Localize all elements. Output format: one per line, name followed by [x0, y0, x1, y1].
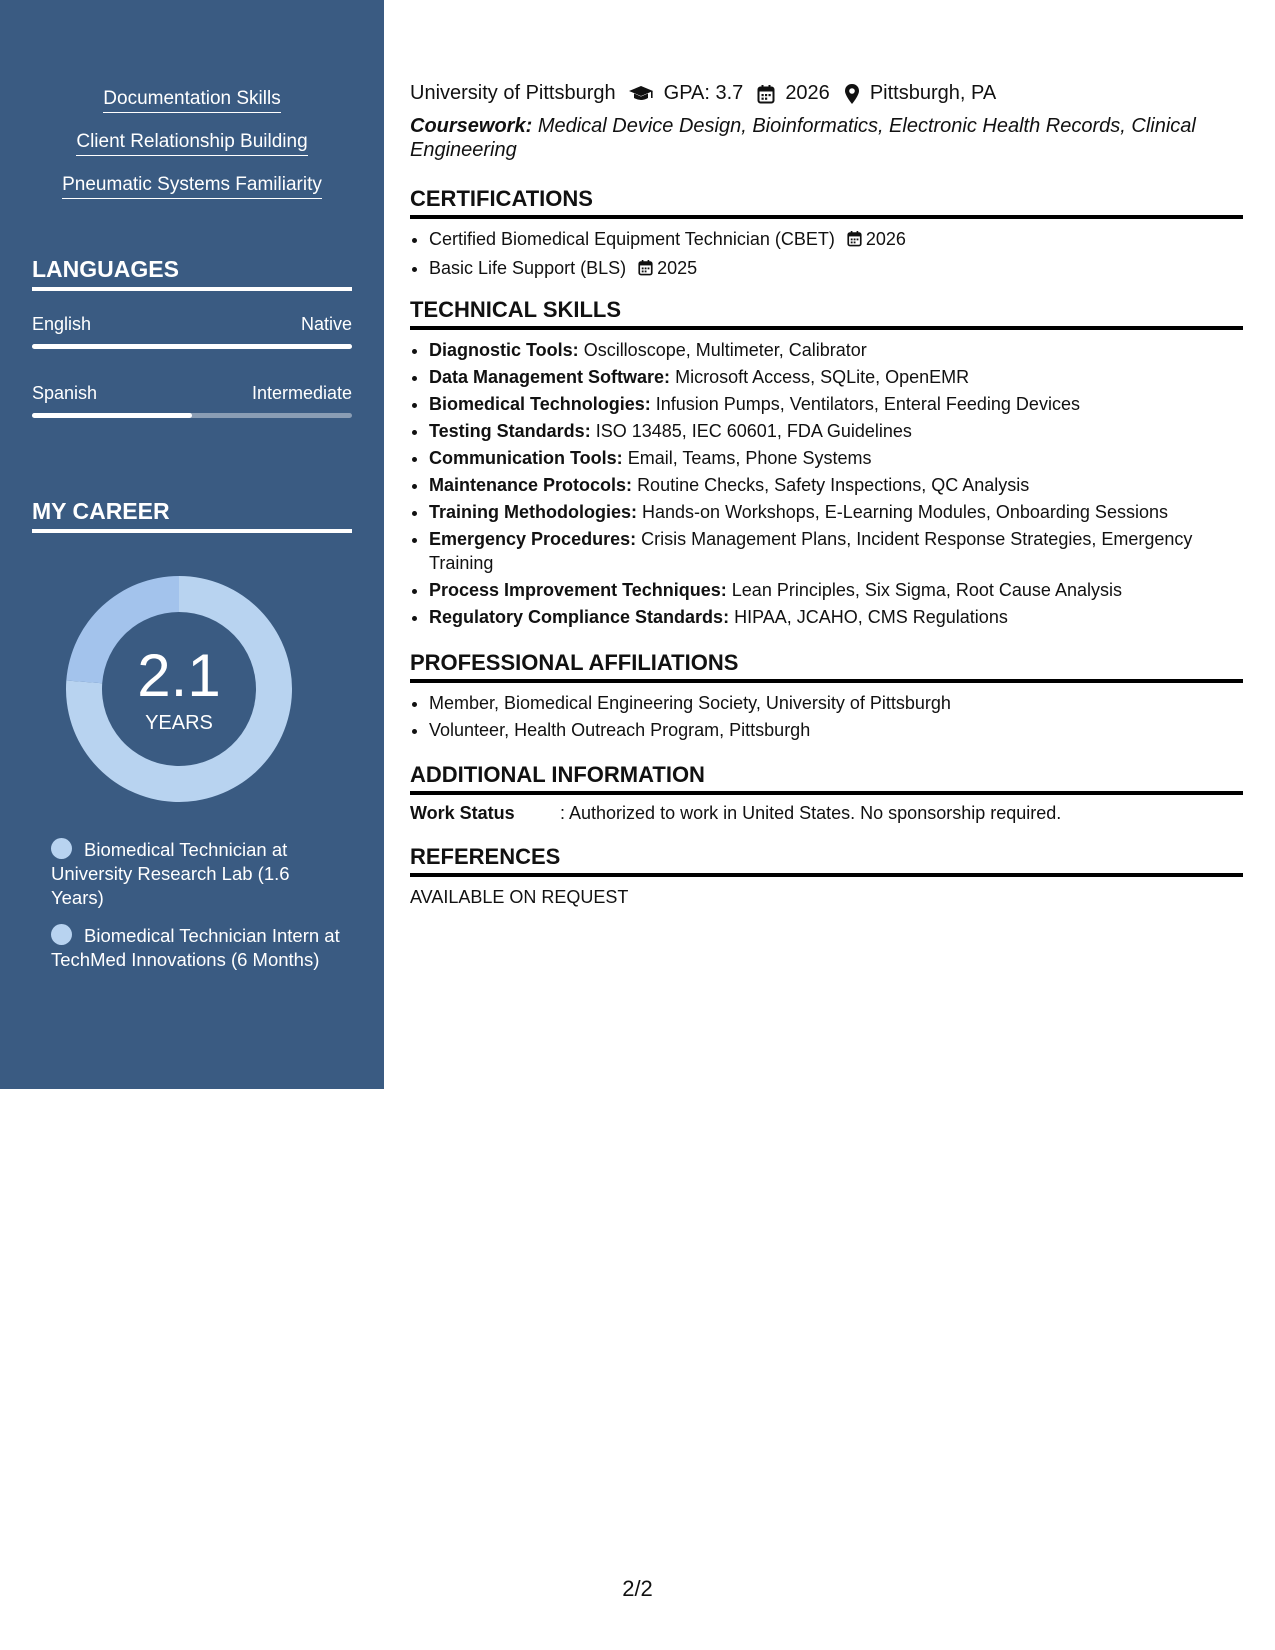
skill-values: Email, Teams, Phone Systems [627, 448, 872, 468]
coursework [410, 114, 1243, 162]
certification-year: 2026 [865, 229, 906, 249]
technical-skills-heading: TECHNICAL SKILLS [410, 297, 1243, 330]
career-total-value: 2.1 [137, 642, 221, 709]
skill-values: HIPAA, JCAHO, CMS Regulations [734, 607, 1008, 627]
career-item-label: Biomedical Technician Intern at TechMed Innovations (6 Months) [51, 925, 340, 970]
page-number: 2/2 [622, 1576, 653, 1601]
language-row-english [32, 314, 352, 335]
certifications-heading: CERTIFICATIONS [410, 186, 1243, 219]
sidebar [0, 0, 384, 1089]
graduation-year: 2026 [785, 82, 830, 104]
education-line [410, 82, 996, 105]
language-name: Spanish [32, 383, 98, 403]
language-fill [32, 344, 352, 349]
technical-skills-list [410, 338, 1239, 632]
work-status-value: : Authorized to work in United States. No sponsorship required. [560, 803, 1062, 823]
references-heading: REFERENCES [410, 844, 1243, 877]
technical-skill-item [429, 338, 1239, 362]
technical-skill-item [429, 473, 1239, 497]
career-total-unit: YEARS [145, 712, 213, 734]
career-heading: MY CAREER [32, 498, 352, 533]
skill-category: Training Methodologies: [429, 502, 637, 522]
technical-skill-item [429, 527, 1239, 575]
certification-name: Basic Life Support (BLS) [429, 258, 627, 279]
calendar-icon [638, 257, 653, 284]
certification-item [429, 226, 1239, 255]
affiliations-heading: PROFESSIONAL AFFILIATIONS [410, 650, 1243, 683]
skill-category: Emergency Procedures: [429, 529, 637, 549]
references-text: AVAILABLE ON REQUEST [410, 887, 629, 907]
skill-values: Hands-on Workshops, E-Learning Modules, Onboarding Sessions [642, 502, 1168, 522]
language-name: English [32, 314, 92, 334]
language-row-spanish [32, 383, 352, 404]
skill-category: Biomedical Technologies: [429, 394, 651, 414]
work-status-label: Work Status [410, 803, 515, 823]
career-dot-icon [51, 924, 72, 945]
skill-values: ISO 13485, IEC 60601, FDA Guidelines [595, 421, 912, 441]
language-fill [32, 413, 192, 418]
location: Pittsburgh, PA [869, 82, 997, 104]
gpa: GPA: 3.7 [663, 82, 744, 104]
technical-skill-item [429, 419, 1239, 443]
school-name: University of Pittsburgh [410, 82, 616, 104]
skill-category: Diagnostic Tools: [429, 340, 579, 360]
certification-item [429, 255, 1239, 284]
graduation-cap-icon [628, 85, 654, 103]
skill-values: Microsoft Access, SQLite, OpenEMR [675, 367, 970, 387]
certification-year: 2025 [657, 258, 698, 279]
skill-category: Process Improvement Techniques: [429, 580, 727, 600]
work-status [410, 803, 1061, 824]
affiliation-item: • Volunteer, Health Outreach Program, Pittsburgh [429, 717, 1239, 744]
certifications-list [410, 226, 1239, 284]
certification-name: Certified Biomedical Equipment Technician (CBET) [429, 229, 835, 249]
skill-values: Crisis Management Plans, Incident Response Strategies, Emergency Training [429, 529, 1193, 573]
skill-category: Maintenance Protocols: [429, 475, 633, 495]
career-item [51, 838, 341, 910]
location-pin-icon [844, 83, 860, 105]
skills-list [0, 88, 384, 199]
skill-values: Lean Principles, Six Sigma, Root Cause Analysis [731, 580, 1122, 600]
calendar-icon [757, 84, 775, 104]
technical-skill-item [429, 446, 1239, 470]
coursework-text: Medical Device Design, Bioinformatics, Electronic Health Records, Clinical Engineering [410, 115, 1196, 161]
career-item-label: Biomedical Technician at University Research Lab (1.6 Years) [51, 839, 290, 908]
skill-category: Testing Standards: [429, 421, 591, 441]
languages-heading: LANGUAGES [32, 256, 352, 291]
skill-category: Communication Tools: [429, 448, 623, 468]
language-bar-english [32, 344, 352, 349]
technical-skill-item [429, 500, 1239, 524]
language-level: Native [300, 314, 352, 334]
affiliation-item: • Member, Biomedical Engineering Society, University of Pittsburgh [429, 690, 1239, 717]
skill-category: Regulatory Compliance Standards: [429, 607, 730, 627]
technical-skill-item [429, 365, 1239, 389]
career-item [51, 924, 341, 972]
language-level: Intermediate [251, 383, 352, 403]
career-dot-icon [51, 838, 72, 859]
skill-values: Infusion Pumps, Ventilators, Enteral Feeding Devices [655, 394, 1080, 414]
technical-skill-item [429, 605, 1239, 629]
additional-info-heading: ADDITIONAL INFORMATION [410, 762, 1243, 795]
skill-values: Routine Checks, Safety Inspections, QC Analysis [637, 475, 1030, 495]
skill-link-documentation[interactable]: Documentation Skills [103, 88, 280, 113]
technical-skill-item [429, 578, 1239, 602]
calendar-icon [847, 228, 862, 255]
skill-link-pneumatic[interactable]: Pneumatic Systems Familiarity [62, 174, 322, 199]
language-bar-spanish [32, 413, 352, 418]
skill-values: Oscilloscope, Multimeter, Calibrator [583, 340, 867, 360]
affiliations-list [410, 690, 1239, 744]
coursework-label: Coursework: [410, 115, 533, 137]
technical-skill-item [429, 392, 1239, 416]
skill-link-client-relationship[interactable]: Client Relationship Building [76, 131, 307, 156]
skill-category: Data Management Software: [429, 367, 671, 387]
